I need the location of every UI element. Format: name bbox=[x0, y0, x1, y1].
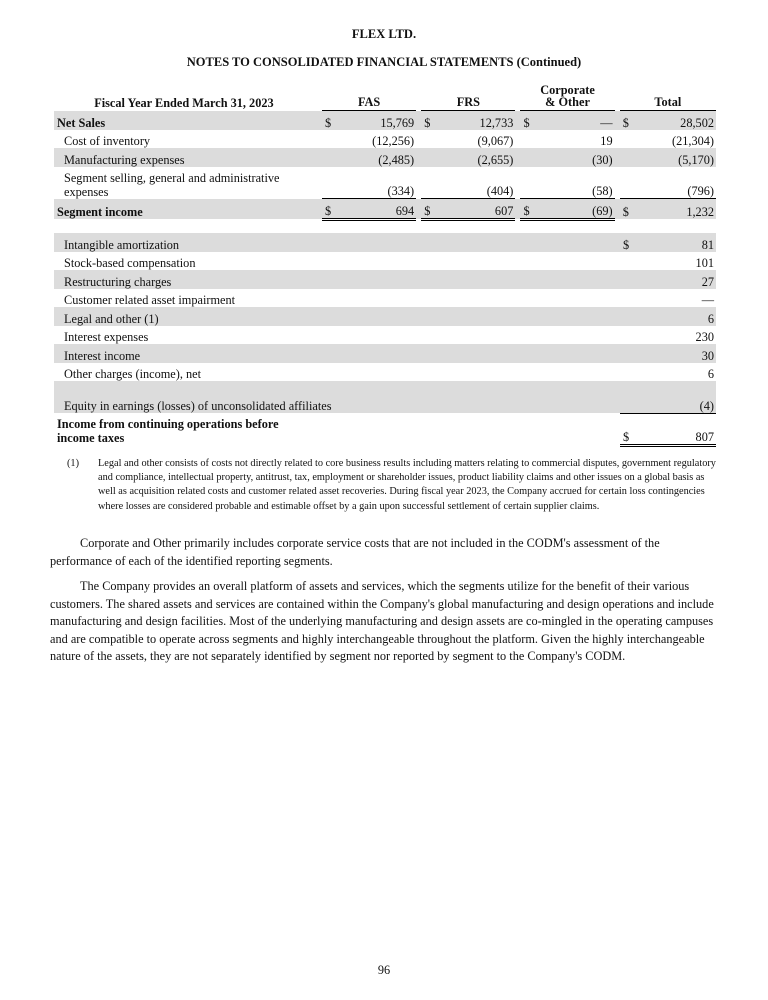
row-value: 81 bbox=[640, 233, 716, 252]
fas-value: (2,485) bbox=[343, 148, 417, 167]
table-row-segment-sga bbox=[54, 167, 716, 199]
currency-symbol: $ bbox=[620, 111, 640, 130]
row-label: Income from continuing operations before income taxes bbox=[57, 417, 279, 445]
footnote bbox=[67, 457, 717, 514]
table-row bbox=[54, 363, 716, 382]
table-row-income-before-taxes bbox=[54, 413, 716, 445]
table-row-segment-income bbox=[54, 199, 716, 220]
table-row bbox=[54, 252, 716, 271]
row-value: 101 bbox=[695, 256, 714, 270]
table-row-manufacturing-expenses bbox=[54, 148, 716, 167]
frs-value: (9,067) bbox=[477, 134, 514, 148]
row-value: 230 bbox=[695, 330, 714, 344]
row-value: 27 bbox=[640, 270, 716, 289]
table-row bbox=[54, 344, 716, 363]
row-label: Customer related asset impairment bbox=[64, 293, 236, 307]
table-row bbox=[54, 326, 716, 345]
currency-symbol: $ bbox=[421, 111, 441, 130]
footnote-marker: (1) bbox=[67, 458, 80, 469]
row-value: 807 bbox=[640, 413, 716, 445]
paragraph: The Company provides an overall platform of assets and services, which the segments utilize for the benefit of their various customers. The shared assets and services are contained within the Company's global manufacturing and design operations and include manufacturing and design facilities. Most of the underlying manufacturing and design assets are co-mingled in the operating campuses and are compatible to operate across segments and highly interchangeable throughout the platform. Given the highly interchangeable nature of the assets, they are not separately identified by segment nor reported by segment to the Company's CODM. bbox=[50, 579, 714, 663]
fas-value: 694 bbox=[343, 199, 417, 220]
column-header-fiscal-year: Fiscal Year Ended March 31, 2023 bbox=[94, 95, 274, 110]
total-value: 1,232 bbox=[640, 199, 716, 220]
corp-value: (69) bbox=[541, 199, 615, 220]
table-row-cost-of-inventory bbox=[54, 130, 716, 149]
total-value: (796) bbox=[687, 184, 714, 198]
corp-value: 19 bbox=[600, 134, 613, 148]
row-label: Segment selling, general and administrative expenses bbox=[64, 170, 280, 199]
column-header-corporate-other: Corporate & Other bbox=[520, 84, 614, 111]
row-label: Interest income bbox=[54, 344, 620, 363]
company-name: FLEX LTD. bbox=[351, 27, 417, 41]
currency-symbol: $ bbox=[520, 111, 540, 130]
currency-symbol: $ bbox=[520, 199, 540, 220]
row-label: Net Sales bbox=[54, 111, 314, 130]
row-label: Manufacturing expenses bbox=[54, 148, 314, 167]
row-label: Intangible amortization bbox=[54, 233, 620, 252]
currency-symbol: $ bbox=[620, 199, 640, 220]
page-number: 96 bbox=[377, 963, 391, 977]
row-label: Interest expenses bbox=[64, 330, 149, 344]
currency-symbol: $ bbox=[421, 199, 441, 220]
row-label: Legal and other (1) bbox=[54, 307, 620, 326]
currency-symbol: $ bbox=[322, 199, 342, 220]
fas-value: 15,769 bbox=[343, 111, 417, 130]
currency-symbol: $ bbox=[620, 233, 640, 252]
currency-symbol: $ bbox=[620, 413, 640, 445]
segment-income-table bbox=[54, 84, 716, 221]
table-row bbox=[54, 307, 716, 326]
corp-value: — bbox=[541, 111, 615, 130]
row-value: 30 bbox=[640, 344, 716, 363]
corp-value: (58) bbox=[592, 184, 613, 198]
table-header-row bbox=[54, 84, 716, 111]
frs-value: 607 bbox=[442, 199, 516, 220]
row-label: Stock-based compensation bbox=[64, 256, 196, 270]
table-row bbox=[54, 289, 716, 308]
frs-value: (404) bbox=[486, 184, 514, 198]
row-label: Segment income bbox=[54, 199, 314, 220]
page-subtitle: NOTES TO CONSOLIDATED FINANCIAL STATEMENTS (Continued) bbox=[186, 55, 582, 69]
table-row bbox=[54, 270, 716, 289]
total-value: (21,304) bbox=[671, 134, 714, 148]
paragraph: Corporate and Other primarily includes corporate service costs that are not included in the CODM's assessment of the performance of each of the identified reporting segments. bbox=[50, 536, 660, 568]
row-value: (4) bbox=[640, 381, 716, 413]
column-header-total: Total bbox=[620, 84, 716, 111]
row-label: Equity in earnings (losses) of unconsolidated affiliates bbox=[54, 381, 620, 413]
reconciliation-table bbox=[54, 233, 716, 447]
row-value: 6 bbox=[640, 307, 716, 326]
footnote-text: Legal and other consists of costs not directly related to core business results including matters relating to commercial disputes, government regulatory and compliance, intellectual property, antitrust, tax, employment or shareholder issues, product liability claims and other issues on a global basis as well as acquisition related costs and customer related asset recoveries. During fiscal year 2023, the Company accrued for certain loss contingencies where losses are considered probable and estimable offset by a gain upon successful settlement of certain supplier claims. bbox=[98, 458, 716, 512]
row-value: — bbox=[701, 293, 714, 307]
corp-value: (30) bbox=[541, 148, 615, 167]
frs-value: 12,733 bbox=[442, 111, 516, 130]
column-header-frs: FRS bbox=[421, 84, 515, 111]
table-row-net-sales bbox=[54, 111, 716, 130]
currency-symbol: $ bbox=[322, 111, 342, 130]
row-label: Cost of inventory bbox=[64, 134, 151, 148]
total-value: 28,502 bbox=[640, 111, 716, 130]
frs-value: (2,655) bbox=[442, 148, 516, 167]
row-label: Restructuring charges bbox=[54, 270, 620, 289]
column-header-fas: FAS bbox=[322, 84, 416, 111]
row-label: Other charges (income), net bbox=[64, 367, 202, 381]
row-value: 6 bbox=[707, 367, 714, 381]
fas-value: (12,256) bbox=[372, 134, 415, 148]
fas-value: (334) bbox=[387, 184, 415, 198]
table-row bbox=[54, 233, 716, 252]
total-value: (5,170) bbox=[640, 148, 716, 167]
table-row bbox=[54, 381, 716, 413]
